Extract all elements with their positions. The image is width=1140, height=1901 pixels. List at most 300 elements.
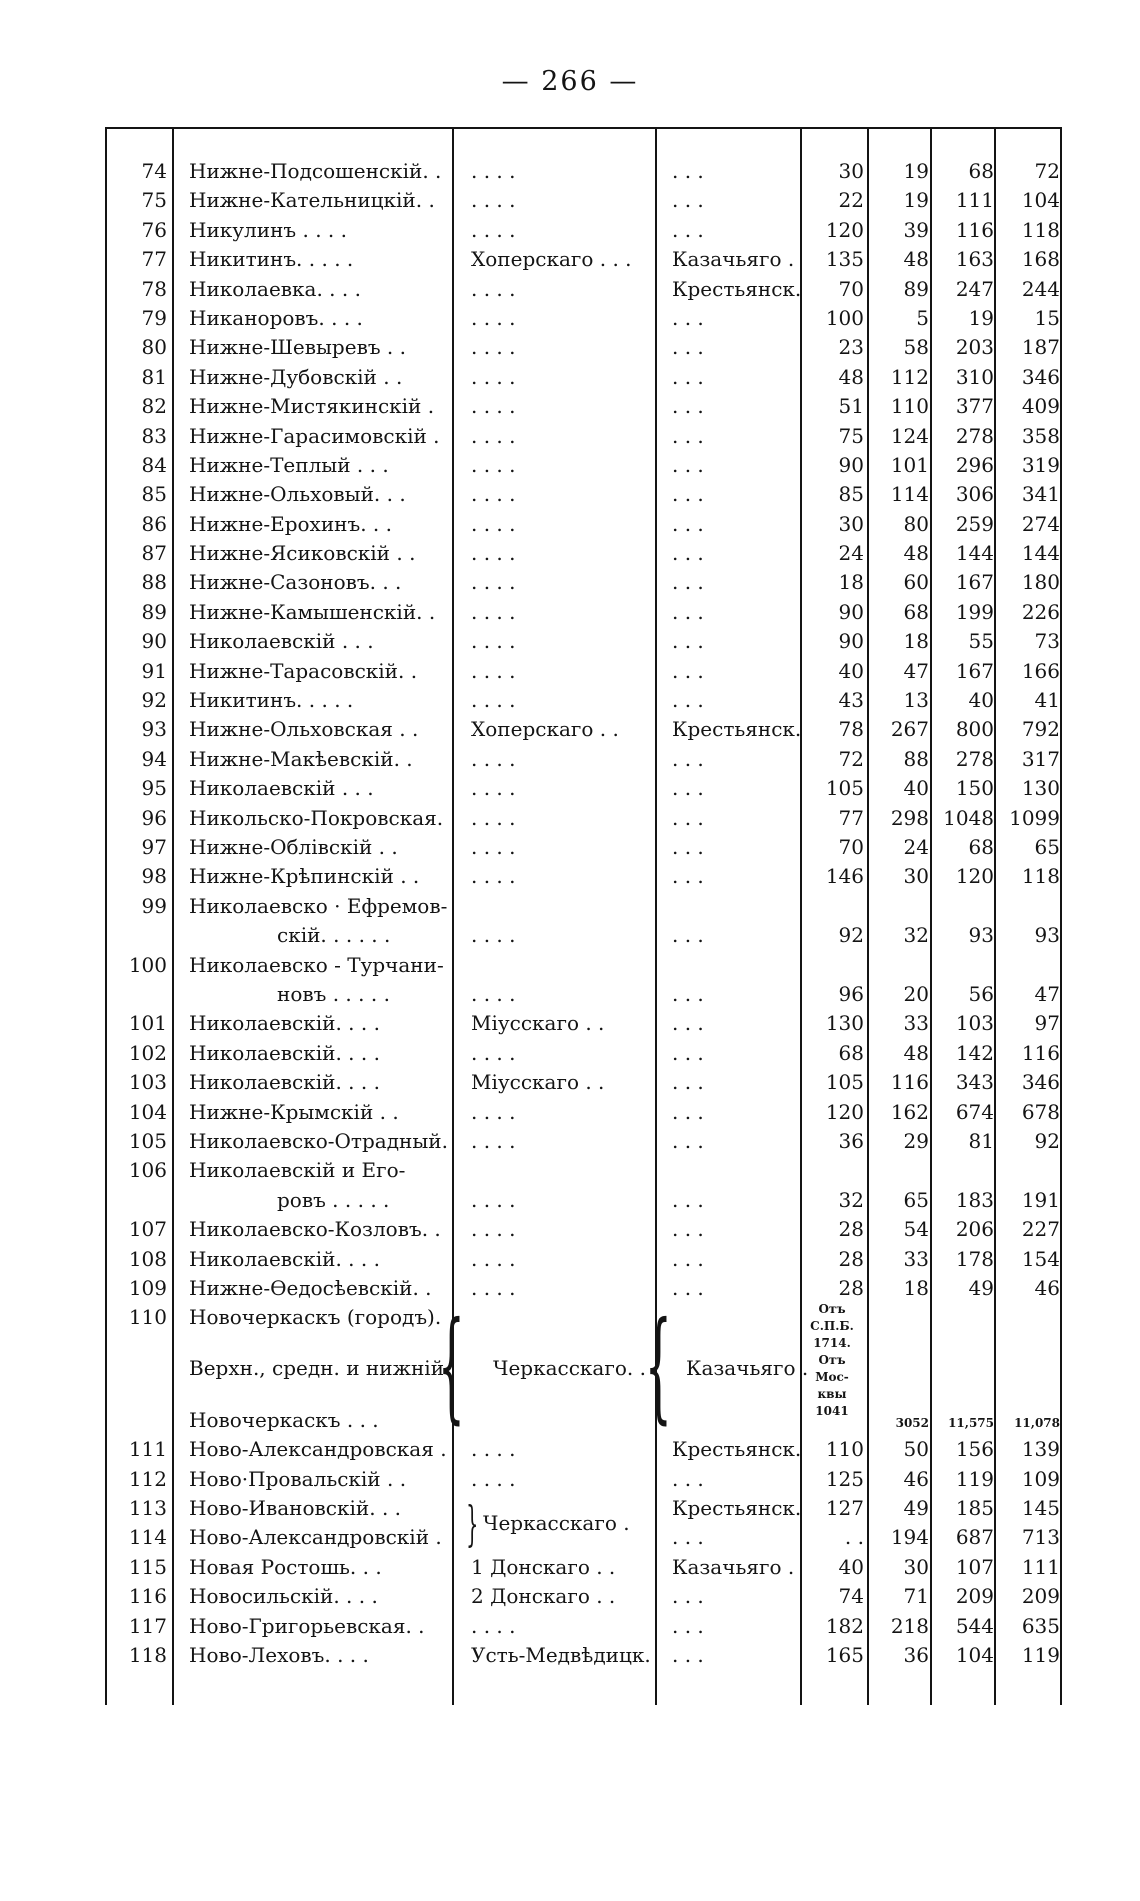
- settlement-name-line: Нижне-Гарасимовскій .: [189, 423, 440, 448]
- category: . . .: [672, 688, 704, 713]
- value-col-3: 544: [955, 1613, 994, 1638]
- table-row: [105, 686, 1062, 715]
- distance-note-line: квы: [817, 1387, 847, 1402]
- value-col-1: 125: [825, 1466, 864, 1491]
- category: . . .: [672, 364, 704, 389]
- row-number: 86: [141, 511, 167, 536]
- category: . . .: [672, 981, 704, 1006]
- table-row: [105, 275, 1062, 304]
- value-col-4: 145: [1021, 1496, 1060, 1521]
- row-number: 104: [128, 1099, 167, 1124]
- settlement-name-line: Николаевскій. . . .: [189, 1070, 380, 1095]
- value-col-2: 3052: [895, 1416, 929, 1431]
- row-number: 100: [128, 952, 167, 977]
- settlement-name-line: Николаевскій . . .: [189, 776, 374, 801]
- value-col-1: 85: [838, 482, 864, 507]
- settlement-name-line: Нижне-Ерохинъ. . .: [189, 511, 392, 536]
- value-col-2: 68: [903, 599, 929, 624]
- settlement-name-line: Нижне-Крѣпинскій . .: [189, 864, 420, 889]
- value-col-1: 23: [838, 335, 864, 360]
- value-col-1: 90: [838, 629, 864, 654]
- settlement-name-line: Нижне-Подсошенскій. .: [189, 159, 442, 183]
- settlement-name-continuation: скій. . . . . .: [277, 923, 391, 948]
- settlement-name-continuation: новъ . . . . .: [277, 981, 390, 1006]
- value-col-3: 156: [955, 1437, 994, 1462]
- value-col-4: 104: [1021, 188, 1060, 213]
- table-row: [105, 186, 1062, 215]
- value-col-1: 100: [825, 305, 864, 330]
- settlement-name-line: Николаевскій. . . .: [189, 1040, 380, 1065]
- brace-icon: }: [466, 1496, 479, 1552]
- settlement-name-line: Никольско-Покровская.: [189, 805, 444, 830]
- value-col-3: 120: [955, 864, 994, 889]
- value-col-2: 71: [903, 1584, 929, 1609]
- value-col-1: 36: [838, 1128, 864, 1153]
- district: Хоперскаго . . .: [471, 247, 632, 272]
- district: . . . .: [471, 599, 516, 624]
- row-number: 111: [128, 1437, 167, 1462]
- value-col-3: 183: [955, 1187, 994, 1212]
- value-col-2: 48: [903, 541, 929, 566]
- category: . . .: [672, 1275, 704, 1300]
- settlement-name-line: Никулинъ . . . .: [189, 217, 347, 242]
- row-number: 90: [141, 629, 167, 654]
- value-col-4: 109: [1021, 1466, 1060, 1491]
- value-col-3: 674: [955, 1099, 994, 1124]
- row-number: 84: [141, 452, 167, 477]
- value-col-1: 135: [825, 247, 864, 272]
- district: Усть-Медвѣдицк.: [471, 1643, 651, 1668]
- category: . . .: [672, 864, 704, 889]
- settlement-name-line: Ново-Александровская .: [189, 1437, 447, 1462]
- category: . . .: [672, 570, 704, 595]
- value-col-2: 24: [903, 834, 929, 859]
- table-row: [105, 1641, 1062, 1670]
- value-col-2: 60: [903, 570, 929, 595]
- value-col-1: 130: [825, 1011, 864, 1036]
- row-number: 108: [128, 1246, 167, 1271]
- row-number: 75: [141, 188, 167, 213]
- distance-note-line: С.П.Б.: [810, 1319, 854, 1334]
- table-row: [105, 627, 1062, 656]
- value-col-4: 47: [1034, 981, 1060, 1006]
- row-number: 74: [141, 159, 167, 183]
- table-row: [105, 1612, 1062, 1641]
- value-col-3: 296: [955, 452, 994, 477]
- settlement-name-line: Новочеркаскъ . . .: [189, 1408, 379, 1433]
- brace-icon: {: [645, 1297, 672, 1437]
- settlement-name-line: Нижне-Кательницкій. .: [189, 188, 435, 213]
- table-row: [105, 1098, 1062, 1127]
- category: . . .: [672, 217, 704, 242]
- value-col-3: 209: [955, 1584, 994, 1609]
- value-col-1: 18: [838, 570, 864, 595]
- value-col-3: 68: [968, 159, 994, 183]
- district-group-113-114: Черкасскаго .: [483, 1511, 630, 1535]
- category: Крестьянск.: [672, 1496, 802, 1521]
- value-col-2: 112: [890, 364, 929, 389]
- value-col-3: 56: [968, 981, 994, 1006]
- district: . . . .: [471, 217, 516, 242]
- table-row: [105, 216, 1062, 245]
- category: Казачьяго .: [672, 1554, 795, 1579]
- distance-note-line: Отъ: [818, 1353, 846, 1368]
- value-col-4: 319: [1021, 452, 1060, 477]
- value-col-1: 127: [825, 1496, 864, 1521]
- value-col-3: 278: [955, 746, 994, 771]
- value-col-4: 11,078: [1014, 1416, 1060, 1431]
- district: . . . .: [471, 394, 516, 419]
- district: 1 Донскаго . .: [471, 1554, 616, 1579]
- district: . . . .: [471, 305, 516, 330]
- value-col-4: 244: [1021, 276, 1060, 301]
- value-col-2: 40: [903, 776, 929, 801]
- value-col-4: 46: [1034, 1275, 1060, 1300]
- value-col-2: 88: [903, 746, 929, 771]
- value-col-2: 267: [890, 717, 929, 742]
- category: . . .: [672, 1246, 704, 1271]
- value-col-2: 13: [903, 688, 929, 713]
- value-col-1: 120: [825, 1099, 864, 1124]
- value-col-2: 116: [890, 1070, 929, 1095]
- table-row: [105, 392, 1062, 421]
- value-col-2: 50: [903, 1437, 929, 1462]
- value-col-2: 19: [903, 188, 929, 213]
- row-number: 91: [141, 658, 167, 683]
- value-col-4: 41: [1034, 688, 1060, 713]
- row-number: 106: [128, 1158, 167, 1183]
- table-row: [105, 1127, 1062, 1156]
- distance-note-line: 1714.: [813, 1336, 851, 1351]
- table-row: [105, 745, 1062, 774]
- settlement-name-line: Николаевскій. . . .: [189, 1011, 380, 1036]
- settlements-table: [105, 127, 1062, 1705]
- value-col-3: 142: [955, 1040, 994, 1065]
- value-col-2: 65: [903, 1187, 929, 1212]
- table-row: [105, 1465, 1062, 1494]
- value-col-4: 73: [1034, 629, 1060, 654]
- value-col-2: 5: [916, 305, 929, 330]
- row-number: 92: [141, 688, 167, 713]
- value-col-2: 194: [890, 1525, 929, 1550]
- category: . . .: [672, 1040, 704, 1065]
- category: . . .: [672, 923, 704, 948]
- table-row: [105, 1009, 1062, 1038]
- value-col-3: 247: [955, 276, 994, 301]
- value-col-4: 92: [1034, 1128, 1060, 1153]
- value-col-4: 635: [1021, 1613, 1060, 1638]
- settlement-name-line: Новочеркаскъ (городъ).: [189, 1305, 442, 1330]
- category: . . .: [672, 1584, 704, 1609]
- table-row: [105, 1245, 1062, 1274]
- value-col-2: 36: [903, 1643, 929, 1668]
- district: . . . .: [471, 452, 516, 477]
- category: Казачьяго .: [672, 247, 795, 272]
- value-col-3: 104: [955, 1643, 994, 1668]
- table-row: [105, 510, 1062, 539]
- value-col-1: 74: [838, 1584, 864, 1609]
- row-number: 96: [141, 805, 167, 830]
- value-col-1: 28: [838, 1217, 864, 1242]
- row-number: 112: [128, 1466, 167, 1491]
- value-col-4: 341: [1021, 482, 1060, 507]
- value-col-2: 110: [890, 394, 929, 419]
- table-row: [105, 804, 1062, 833]
- value-col-1: 75: [838, 423, 864, 448]
- value-col-4: 713: [1021, 1525, 1060, 1550]
- value-col-3: 144: [955, 541, 994, 566]
- value-col-1: 96: [838, 981, 864, 1006]
- table-row: [105, 892, 1062, 951]
- settlement-name-line: Нижне-Ольховская . .: [189, 717, 419, 742]
- value-col-2: 33: [903, 1011, 929, 1036]
- category: . . .: [672, 452, 704, 477]
- table-row: [105, 657, 1062, 686]
- distance-note-line: Отъ: [818, 1302, 846, 1317]
- value-col-4: 191: [1021, 1187, 1060, 1212]
- row-number: 76: [141, 217, 167, 242]
- value-col-2: 58: [903, 335, 929, 360]
- settlement-name-line: Ново-Александровскій .: [189, 1525, 442, 1550]
- district: 2 Донскаго . .: [471, 1584, 616, 1609]
- settlement-name-line: Нижне-Сазоновъ. . .: [189, 570, 402, 595]
- value-col-4: 154: [1021, 1246, 1060, 1271]
- settlement-name-continuation: ровъ . . . . .: [277, 1187, 390, 1212]
- value-col-3: 107: [955, 1554, 994, 1579]
- row-number: 115: [128, 1554, 167, 1579]
- settlement-name-line: Нижне-Крымскій . .: [189, 1099, 399, 1124]
- district: . . . .: [471, 570, 516, 595]
- district: . . . .: [471, 1437, 516, 1462]
- row-number: 101: [128, 1011, 167, 1036]
- value-col-4: 118: [1021, 217, 1060, 242]
- settlement-name-line: Николаевско-Отрадный.: [189, 1128, 448, 1153]
- category: . . .: [672, 1011, 704, 1036]
- value-col-4: 358: [1021, 423, 1060, 448]
- value-col-4: 119: [1021, 1643, 1060, 1668]
- settlement-name-line: Николаевскій и Его-: [189, 1158, 406, 1183]
- value-col-2: 46: [903, 1466, 929, 1491]
- table-row: [105, 539, 1062, 568]
- value-col-4: 65: [1034, 834, 1060, 859]
- row-number: 107: [128, 1217, 167, 1242]
- value-col-3: 687: [955, 1525, 994, 1550]
- table-row: [105, 1582, 1062, 1611]
- district: . . . .: [471, 276, 516, 301]
- value-col-3: 178: [955, 1246, 994, 1271]
- category: . . .: [672, 511, 704, 536]
- row-number: 116: [128, 1584, 167, 1609]
- value-col-1: 22: [838, 188, 864, 213]
- value-col-2: 39: [903, 217, 929, 242]
- district: . . . .: [471, 188, 516, 213]
- value-col-3: 343: [955, 1070, 994, 1095]
- row-number: 77: [141, 247, 167, 272]
- brace-icon: {: [438, 1297, 465, 1437]
- value-col-1: 51: [838, 394, 864, 419]
- row-number: 114: [128, 1525, 167, 1550]
- value-col-3: 11,575: [948, 1416, 994, 1431]
- district: Міусскаго . .: [471, 1070, 605, 1095]
- category: . . .: [672, 834, 704, 859]
- distance-note-line: 1041: [815, 1404, 849, 1419]
- district: . . . .: [471, 541, 516, 566]
- value-col-2: 48: [903, 247, 929, 272]
- value-col-4: 187: [1021, 335, 1060, 360]
- row-number: 102: [128, 1040, 167, 1065]
- value-col-2: 162: [890, 1099, 929, 1124]
- value-col-4: 93: [1034, 923, 1060, 948]
- value-col-2: 30: [903, 1554, 929, 1579]
- table-row: [105, 1068, 1062, 1097]
- value-col-3: 278: [955, 423, 994, 448]
- row-number: 109: [128, 1275, 167, 1300]
- value-col-4: 792: [1021, 717, 1060, 742]
- value-col-3: 1048: [943, 805, 994, 830]
- row-number: 103: [128, 1070, 167, 1095]
- value-col-4: 15: [1034, 305, 1060, 330]
- table-row: [105, 774, 1062, 803]
- value-col-4: 209: [1021, 1584, 1060, 1609]
- row-number: 118: [128, 1643, 167, 1668]
- value-col-4: 72: [1034, 159, 1060, 183]
- settlement-name-line: Никитинъ. . . . .: [189, 688, 354, 713]
- value-col-4: 97: [1034, 1011, 1060, 1036]
- table-row: [105, 568, 1062, 597]
- value-col-1: 90: [838, 599, 864, 624]
- value-col-1: 32: [838, 1187, 864, 1212]
- row-number: 117: [128, 1613, 167, 1638]
- category: . . .: [672, 746, 704, 771]
- value-col-3: 55: [968, 629, 994, 654]
- settlement-name-line: Нижне-Камышенскій. .: [189, 599, 436, 624]
- value-col-2: 89: [903, 276, 929, 301]
- value-col-3: 81: [968, 1128, 994, 1153]
- value-col-4: 409: [1021, 394, 1060, 419]
- row-number: 89: [141, 599, 167, 624]
- district: Черкасскаго. .: [493, 1356, 646, 1381]
- district: . . . .: [471, 864, 516, 889]
- value-col-4: 1099: [1009, 805, 1060, 830]
- district: . . . .: [471, 746, 516, 771]
- value-col-1: 78: [838, 717, 864, 742]
- value-col-3: 203: [955, 335, 994, 360]
- value-col-3: 310: [955, 364, 994, 389]
- novocherkassk-row: [105, 1297, 1062, 1437]
- category: . . .: [672, 188, 704, 213]
- value-col-3: 150: [955, 776, 994, 801]
- district: . . . .: [471, 511, 516, 536]
- row-number: 80: [141, 335, 167, 360]
- value-col-4: 180: [1021, 570, 1060, 595]
- district: . . . .: [471, 629, 516, 654]
- table-row: [105, 715, 1062, 744]
- district: . . . .: [471, 1187, 516, 1212]
- settlement-name-line: Ново-Григорьевская. .: [189, 1613, 425, 1638]
- value-col-1: 43: [838, 688, 864, 713]
- settlement-name-line: Нижне-Теплый . . .: [189, 452, 389, 477]
- value-col-1: 68: [838, 1040, 864, 1065]
- category: . . .: [672, 1525, 704, 1550]
- row-number: 94: [141, 746, 167, 771]
- value-col-2: 48: [903, 1040, 929, 1065]
- category: . . .: [672, 394, 704, 419]
- settlement-name-line: Верхн., средн. и нижній: [189, 1356, 445, 1381]
- district: . . . .: [471, 776, 516, 801]
- district: . . . .: [471, 1466, 516, 1491]
- value-col-3: 306: [955, 482, 994, 507]
- value-col-3: 111: [955, 188, 994, 213]
- value-col-2: 101: [890, 452, 929, 477]
- value-col-1: 70: [838, 834, 864, 859]
- value-col-4: 111: [1021, 1554, 1060, 1579]
- settlement-name-line: Нижне-Облівскій . .: [189, 834, 398, 859]
- value-col-1: 90: [838, 452, 864, 477]
- value-col-1: 77: [838, 805, 864, 830]
- table-row: [105, 951, 1062, 1010]
- table-row: [105, 451, 1062, 480]
- table-row: [105, 1553, 1062, 1582]
- value-col-4: 274: [1021, 511, 1060, 536]
- table-row: [105, 333, 1062, 362]
- value-col-1: 40: [838, 1554, 864, 1579]
- district: . . . .: [471, 423, 516, 448]
- value-col-4: 346: [1021, 1070, 1060, 1095]
- value-col-4: 227: [1021, 1217, 1060, 1242]
- district: . . . .: [471, 1099, 516, 1124]
- settlement-name-line: Ново-Ивановскій. . .: [189, 1496, 402, 1521]
- settlement-name-line: Нижне-Дубовскій . .: [189, 364, 403, 389]
- value-col-2: 33: [903, 1246, 929, 1271]
- settlement-name-line: Николаевскій. . . .: [189, 1246, 380, 1271]
- category: . . .: [672, 159, 704, 183]
- value-col-1: 110: [825, 1437, 864, 1462]
- value-col-1: 28: [838, 1275, 864, 1300]
- district: . . . .: [471, 482, 516, 507]
- category: . . .: [672, 599, 704, 624]
- value-col-4: 144: [1021, 541, 1060, 566]
- district: . . . .: [471, 1613, 516, 1638]
- value-col-4: 130: [1021, 776, 1060, 801]
- settlement-name-line: Николаевскій . . .: [189, 629, 374, 654]
- settlement-name-line: Нижне-Макѣевскій. .: [189, 746, 413, 771]
- category: . . .: [672, 1466, 704, 1491]
- value-col-4: 346: [1021, 364, 1060, 389]
- value-col-2: 54: [903, 1217, 929, 1242]
- table-row: [105, 862, 1062, 891]
- value-col-2: 32: [903, 923, 929, 948]
- category: Крестьянск.: [672, 717, 802, 742]
- value-col-1: 30: [838, 159, 864, 183]
- value-col-2: 218: [890, 1613, 929, 1638]
- category: . . .: [672, 805, 704, 830]
- settlement-name-line: Николаевско - Турчани-: [189, 952, 444, 977]
- table-row: [105, 480, 1062, 509]
- value-col-1: . .: [844, 1525, 864, 1550]
- value-col-1: 48: [838, 364, 864, 389]
- row-number: 105: [128, 1128, 167, 1153]
- category: Казачьяго .: [686, 1356, 809, 1381]
- settlement-name-line: Нижне-Шевыревъ . .: [189, 335, 406, 360]
- district: . . . .: [471, 923, 516, 948]
- value-col-2: 80: [903, 511, 929, 536]
- value-col-3: 49: [968, 1275, 994, 1300]
- value-col-3: 800: [955, 717, 994, 742]
- row-number: 88: [141, 570, 167, 595]
- value-col-1: [800, 1301, 864, 1433]
- settlement-name-line: Нижне-Мистякинскій .: [189, 394, 435, 419]
- row-number: 98: [141, 864, 167, 889]
